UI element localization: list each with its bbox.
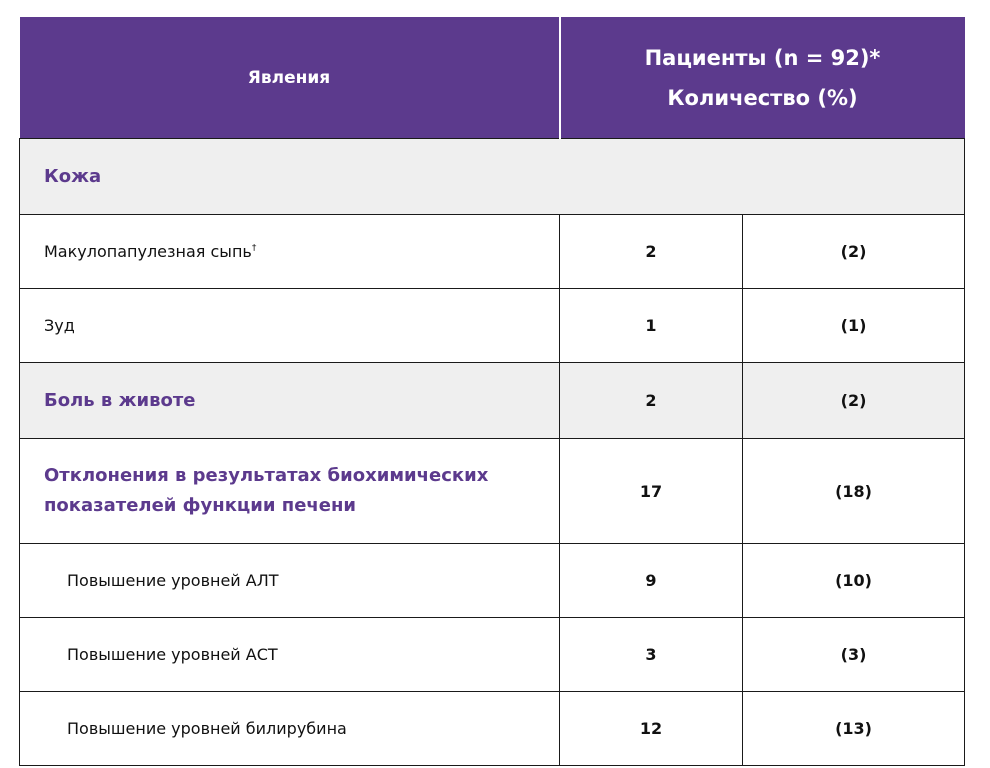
row-count: 1	[560, 289, 743, 363]
row-percent: (13)	[743, 692, 965, 766]
row-label: Отклонения в результатах биохимических показателей функции печени	[20, 439, 560, 544]
table-row-liver-tests	[20, 439, 965, 544]
row-label: Боль в животе	[20, 363, 560, 439]
table-row	[20, 618, 965, 692]
table-row	[20, 692, 965, 766]
row-count: 3	[560, 618, 743, 692]
row-percent: (3)	[743, 618, 965, 692]
row-label: Кожа	[20, 139, 965, 215]
row-label: Повышение уровней билирубина	[20, 692, 560, 766]
row-count: 2	[560, 215, 743, 289]
row-label: Макулопапулезная сыпь†	[20, 215, 560, 289]
table-row	[20, 289, 965, 363]
row-percent: (2)	[743, 215, 965, 289]
row-label: Повышение уровней АЛТ	[20, 544, 560, 618]
adverse-events-table	[19, 17, 965, 766]
row-percent: (10)	[743, 544, 965, 618]
header-patients-line1: Пациенты (n = 92)*	[644, 45, 881, 70]
table-row-abdominal-pain	[20, 363, 965, 439]
row-label: Повышение уровней АСТ	[20, 618, 560, 692]
row-count: 12	[560, 692, 743, 766]
header-patients-line2: Количество (%)	[667, 85, 858, 110]
table-row	[20, 544, 965, 618]
row-percent: (2)	[743, 363, 965, 439]
row-label: Зуд	[20, 289, 560, 363]
row-percent: (18)	[743, 439, 965, 544]
row-percent: (1)	[743, 289, 965, 363]
row-count: 2	[560, 363, 743, 439]
row-count: 9	[560, 544, 743, 618]
table-header-row	[20, 17, 965, 139]
row-count: 17	[560, 439, 743, 544]
footnote-mark: †	[251, 243, 257, 254]
header-patients	[560, 17, 965, 139]
table-row	[20, 215, 965, 289]
header-events: Явления	[20, 17, 560, 139]
table-row-skin	[20, 139, 965, 215]
